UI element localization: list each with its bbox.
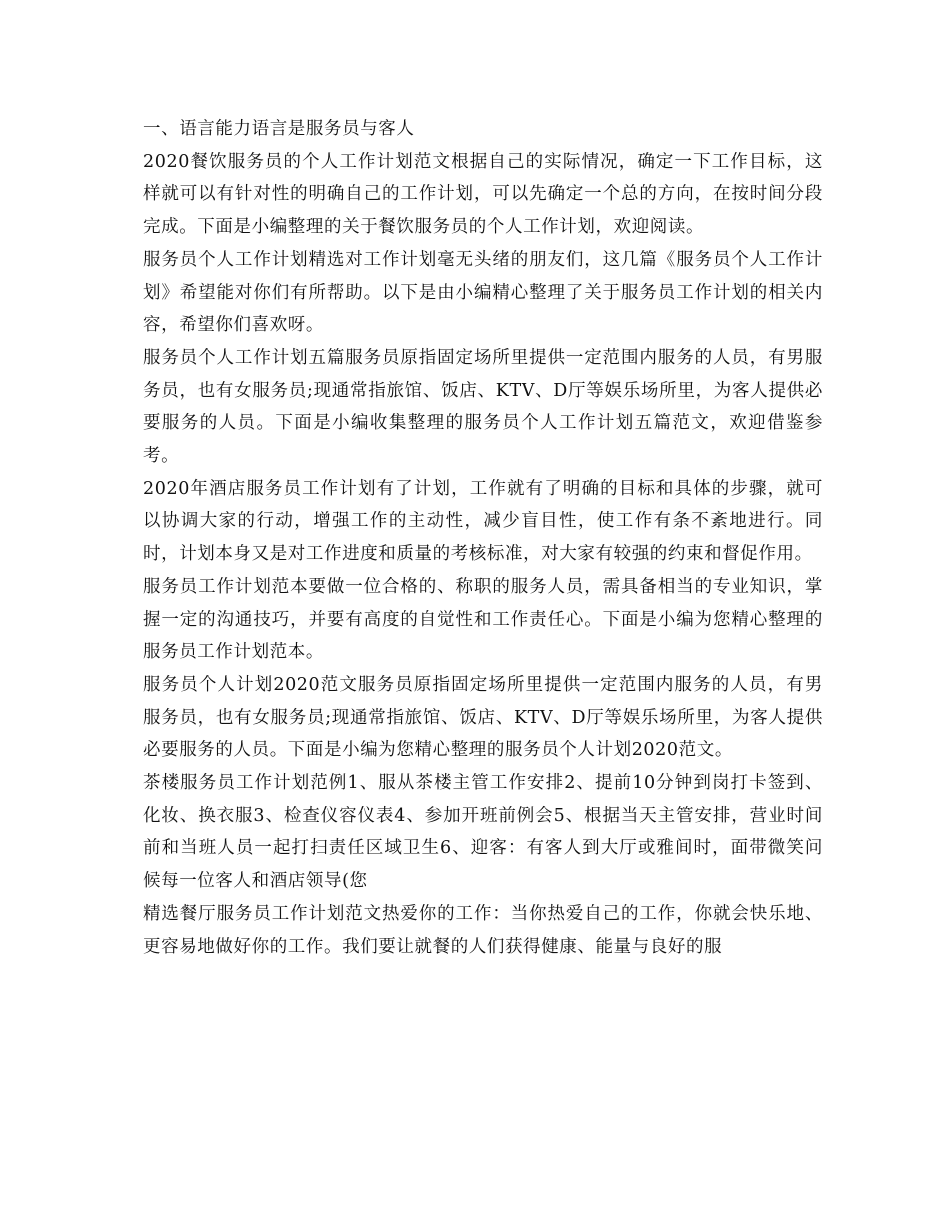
- paragraph: 服务员工作计划范本要做一位合格的、称职的服务人员，需具备相当的专业知识，掌握一定的沟通技巧，并要有高度的自觉性和工作责任心。下面是小编为您精心整理的服务员工作计划范本。: [143, 576, 823, 663]
- paragraph: 2020年酒店服务员工作计划有了计划，工作就有了明确的目标和具体的步骤，就可以协调大家的行动，增强工作的主动性，减少盲目性，使工作有条不紊地进行。同时，计划本身又是对工作进度和质量的考核标准，对大家有较强的约束和督促作用。: [143, 478, 823, 565]
- document-body: [143, 113, 823, 963]
- paragraph: 服务员个人工作计划精选对工作计划毫无头绪的朋友们，这几篇《服务员个人工作计划》希望能对你们有所帮助。以下是由小编精心整理了关于服务员工作计划的相关内容，希望你们喜欢呀。: [143, 249, 823, 336]
- paragraph: 服务员个人工作计划五篇服务员原指固定场所里提供一定范围内服务的人员，有男服务员，也有女服务员;现通常指旅馆、饭店、KTV、D厅等娱乐场所里，为客人提供必要服务的人员。下面是小编收集整理的服务员个人工作计划五篇范文，欢迎借鉴参考。: [143, 347, 823, 467]
- paragraph: 服务员个人计划2020范文服务员原指固定场所里提供一定范围内服务的人员，有男服务员，也有女服务员;现通常指旅馆、饭店、KTV、D厅等娱乐场所里，为客人提供必要服务的人员。下面是小编为您精心整理的服务员个人计划2020范文。: [143, 674, 823, 761]
- paragraph-heading: 一、语言能力语言是服务员与客人: [143, 119, 415, 139]
- paragraph: 茶楼服务员工作计划范例1、服从茶楼主管工作安排2、提前10分钟到岗打卡签到、化妆、换衣服3、检查仪容仪表4、参加开班前例会5、根据当天主管安排，营业时间前和当班人员一起打扫责任区域卫生6、迎客：有客人到大厅或雅间时，面带微笑问候每一位客人和酒店领导(您: [143, 773, 823, 892]
- paragraph: 精选餐厅服务员工作计划范文热爱你的工作：当你热爱自己的工作，你就会快乐地、更容易地做好你的工作。我们要让就餐的人们获得健康、能量与良好的服: [143, 903, 823, 957]
- paragraph: 2020餐饮服务员的个人工作计划范文根据自己的实际情况，确定一下工作目标，这样就可以有针对性的明确自己的工作计划，可以先确定一个总的方向，在按时间分段完成。下面是小编整理的关于餐饮服务员的个人工作计划，欢迎阅读。: [143, 151, 823, 238]
